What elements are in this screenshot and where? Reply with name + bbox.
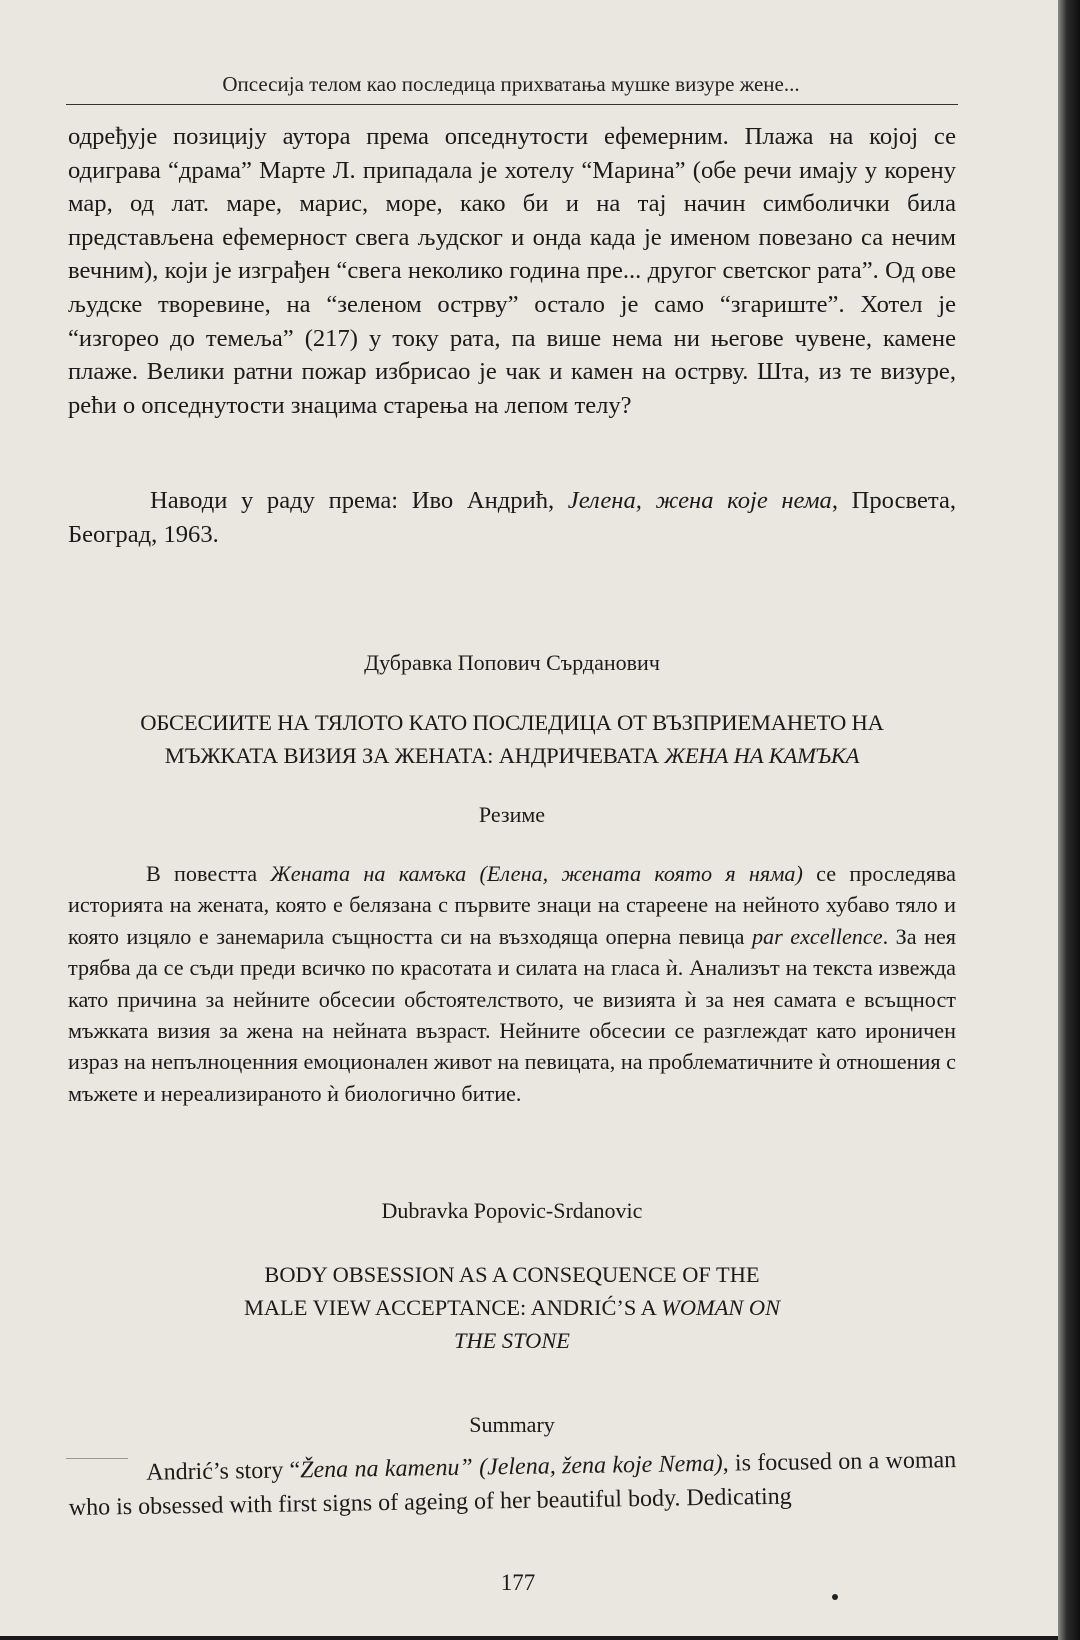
source-prefix: Наводи у раду према: Иво Андрић,: [150, 487, 568, 514]
page-number: 177: [500, 1570, 536, 1595]
ink-dot: [832, 1594, 838, 1600]
english-title-line-1: BODY OBSESSION AS A CONSEQUENCE OF THE: [264, 1262, 760, 1287]
bg-text-end: . За нея трябва да се съди преди всичко по красотата и силата на гласа ѝ. Анализът на текста извежда като причина за нейните обсесии обстоятелството, че визията ѝ за нея самата е всъщност мъжката визия за жена на нейната възраст. Нейните обсесии се разглеждат като ироничен израз на непълноценния емоционален живот на певицата, на проблематичните ѝ отношения с мъжете и нереализираното ѝ биологично битие.: [68, 923, 957, 1106]
bulgarian-summary: [68, 858, 956, 1109]
bulgarian-title-plain: МЪЖКАТА ВИЗИЯ ЗА ЖЕНАТА: АНДРИЧЕВАТА: [164, 743, 665, 768]
bg-work-title: Жената на камъка (Елена, жената която я няма): [270, 861, 803, 886]
english-title-italic-2: THE STONE: [454, 1328, 570, 1353]
bulgarian-title-line-1: ОБСЕСИИТЕ НА ТЯЛОТО КАТО ПОСЛЕДИЦА ОТ ВЪЗПРИЕМАНЕТО НА: [140, 710, 884, 735]
bulgarian-title-line-2: [60, 739, 964, 772]
en-text-start: Andrić’s story “: [146, 1457, 301, 1486]
running-header: Опсесија телом као последица прихватања мушке визуре жене...: [222, 72, 800, 96]
serbian-paragraph-text: одређује позицију аутора према опседнутости ефемерним. Плажа на којој се одиграва “драма” Марте Л. припадала је хотелу “Марина” (обе речи имају у корену мар, од лат. маре, марис, море, како би и на тај начин симболички била представљена ефемерност свега људског и онда када је именом повезано са нечим вечним), који је изграђен “свега неколико година пре... другог светског рата”. Од ове људске творевине, на “зеленом острву” остало је само “згариште”. Хотел је “изгорео до темеља” (217) у току рата, па више нема ни његове чувене, камене плаже. Велики ратни пожар избрисао је чак и камен на острву. Шта, из те визуре, рећи о опседнутости знацима старења на лепом телу?: [68, 123, 956, 419]
bulgarian-title-italic: ЖЕНА НА КАМЪКА: [664, 743, 860, 768]
english-title-plain: MALE VIEW ACCEPTANCE: ANDRIĆ’S A: [243, 1295, 662, 1320]
source-note: [68, 484, 956, 551]
en-work-title: Žena na kamenu” (Jelena, žena koje Nema): [299, 1450, 723, 1484]
english-title-italic: WOMAN ON: [661, 1295, 781, 1320]
english-summary: [68, 1443, 957, 1525]
english-title-line-3: [60, 1324, 964, 1357]
source-title: Јелена, жена које нема: [567, 487, 832, 514]
source-suffix: , Просвета, Београд, 1963.: [68, 487, 957, 548]
english-title: [60, 1258, 964, 1357]
resume-heading: Резиме: [478, 802, 546, 827]
serbian-paragraph: [68, 120, 956, 422]
bg-par-excellence: par excellence: [751, 923, 883, 949]
book-edge: [1058, 0, 1080, 1640]
english-title-line-2: [60, 1291, 964, 1324]
bulgarian-title: [60, 706, 964, 772]
bg-text-start: В повестта: [146, 861, 271, 886]
bulgarian-author: Дубравка Попович Сърданович: [364, 650, 660, 675]
header-rule: [66, 104, 958, 105]
en-text-end: , is focused on a woman who is obsessed with first signs of ageing of her beautiful body. Dedicating: [68, 1447, 957, 1521]
english-author: Dubravka Popovic-Srdanovic: [381, 1198, 643, 1223]
summary-heading: Summary: [469, 1412, 555, 1437]
bg-text-mid: се проследява историята на жената, която е белязана с първите знаци на стареене на нейното хубаво тяло и която изцяло е занемарила същността си на възходяща оперна певица: [68, 861, 956, 949]
